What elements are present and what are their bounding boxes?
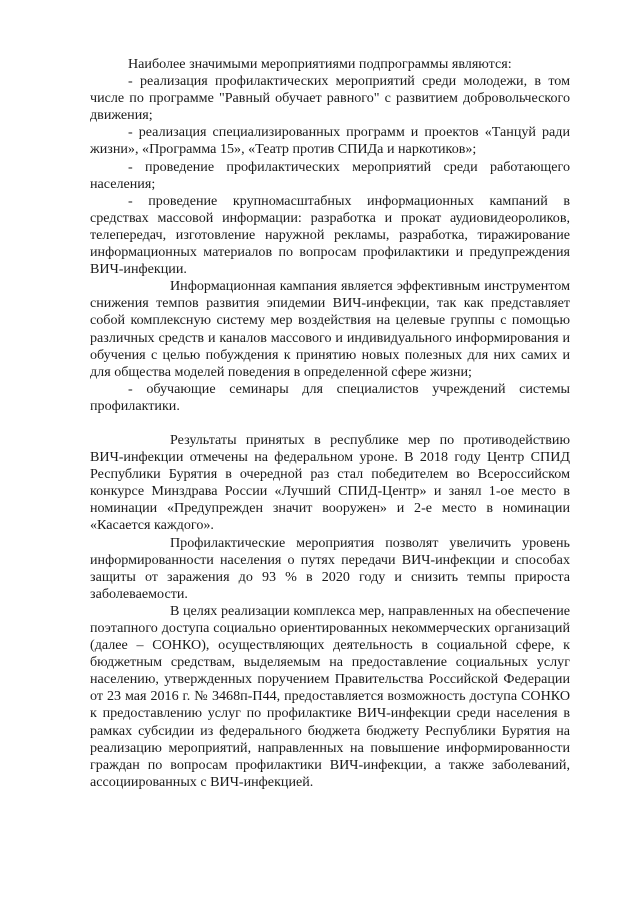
paragraph-results: Результаты принятых в республике мер по противодействию ВИЧ-инфекции отмечены на федеральном уроне. В 2018 году Центр СПИД Республики Бурятия в очередной раз стал победителем во Всероссийском конкурсе Минздрава России «Лучший СПИД-Центр» и занял 1-ое место в номинации «Предупрежден значит вооружен» и 2-е место в номинации «Касается каждого».	[90, 431, 570, 534]
document-page	[90, 56, 570, 791]
paragraph-spacer	[90, 415, 570, 432]
paragraph-intro: Наиболее значимыми мероприятиями подпрограммы являются:	[128, 56, 512, 72]
paragraph-information-campaign: Информационная кампания является эффективным инструментом снижения темпов развития эпидемии ВИЧ-инфекции, так как представляет собой комплексную систему мер воздействия на целевые группы с помощью различных средств и каналов массового и индивидуального информирования и обучения с целью побуждения к принятию новых полезных для них самих и для общества моделей поведения в определенной сфере жизни;	[90, 278, 570, 380]
list-item-special-programs: - реализация специализированных программ и проектов «Танцуй ради жизни», «Программа 15», «Театр против СПИДа и наркотиков»;	[90, 124, 570, 158]
paragraph-prevention-goals: Профилактические мероприятия позволят увеличить уровень информированности населения о путях передачи ВИЧ-инфекции и способах защиты от заражения до 93 % в 2020 году и снизить темпы прироста заболеваемости.	[90, 534, 570, 602]
list-item-media-campaigns: - проведение крупномасштабных информационных кампаний в средствах массовой информации: разработка и прокат аудиовидеороликов, телепередач, изготовление наружной рекламы, разработка, тиражирование информационных материалов по вопросам профилактики и предупреждения ВИЧ-инфекции.	[90, 192, 570, 278]
paragraph-sonko: В целях реализации комплекса мер, направленных на обеспечение поэтапного доступа социально ориентированных некоммерческих организаций (далее – СОНКО), осуществляющих деятельность в социальной сфере, к бюджетным средствам, выделяемым на предоставление социальных услуг населению, утвержденных поручением Правительства Российской Федерации от 23 мая 2016 г. № 3468п-П44, предоставляется возможность доступа СОНКО к предоставлению услуг по профилактике ВИЧ-инфекции среди населения в рамках субсидии из федерального бюджета бюджету Республики Бурятия на реализацию мероприятий, направленных на повышение информированности граждан по вопросам профилактики ВИЧ-инфекции, а также заболеваний, ассоциированных с ВИЧ-инфекцией.	[90, 602, 570, 790]
list-item-working-population: - проведение профилактических мероприятий среди работающего населения;	[90, 158, 570, 192]
list-item-youth-prevention: - реализация профилактических мероприятий среди молодежи, в том числе по программе "Равный обучает равного" с развитием добровольческого движения;	[90, 73, 570, 124]
list-item-seminars: - обучающие семинары для специалистов учреждений системы профилактики.	[90, 380, 570, 414]
